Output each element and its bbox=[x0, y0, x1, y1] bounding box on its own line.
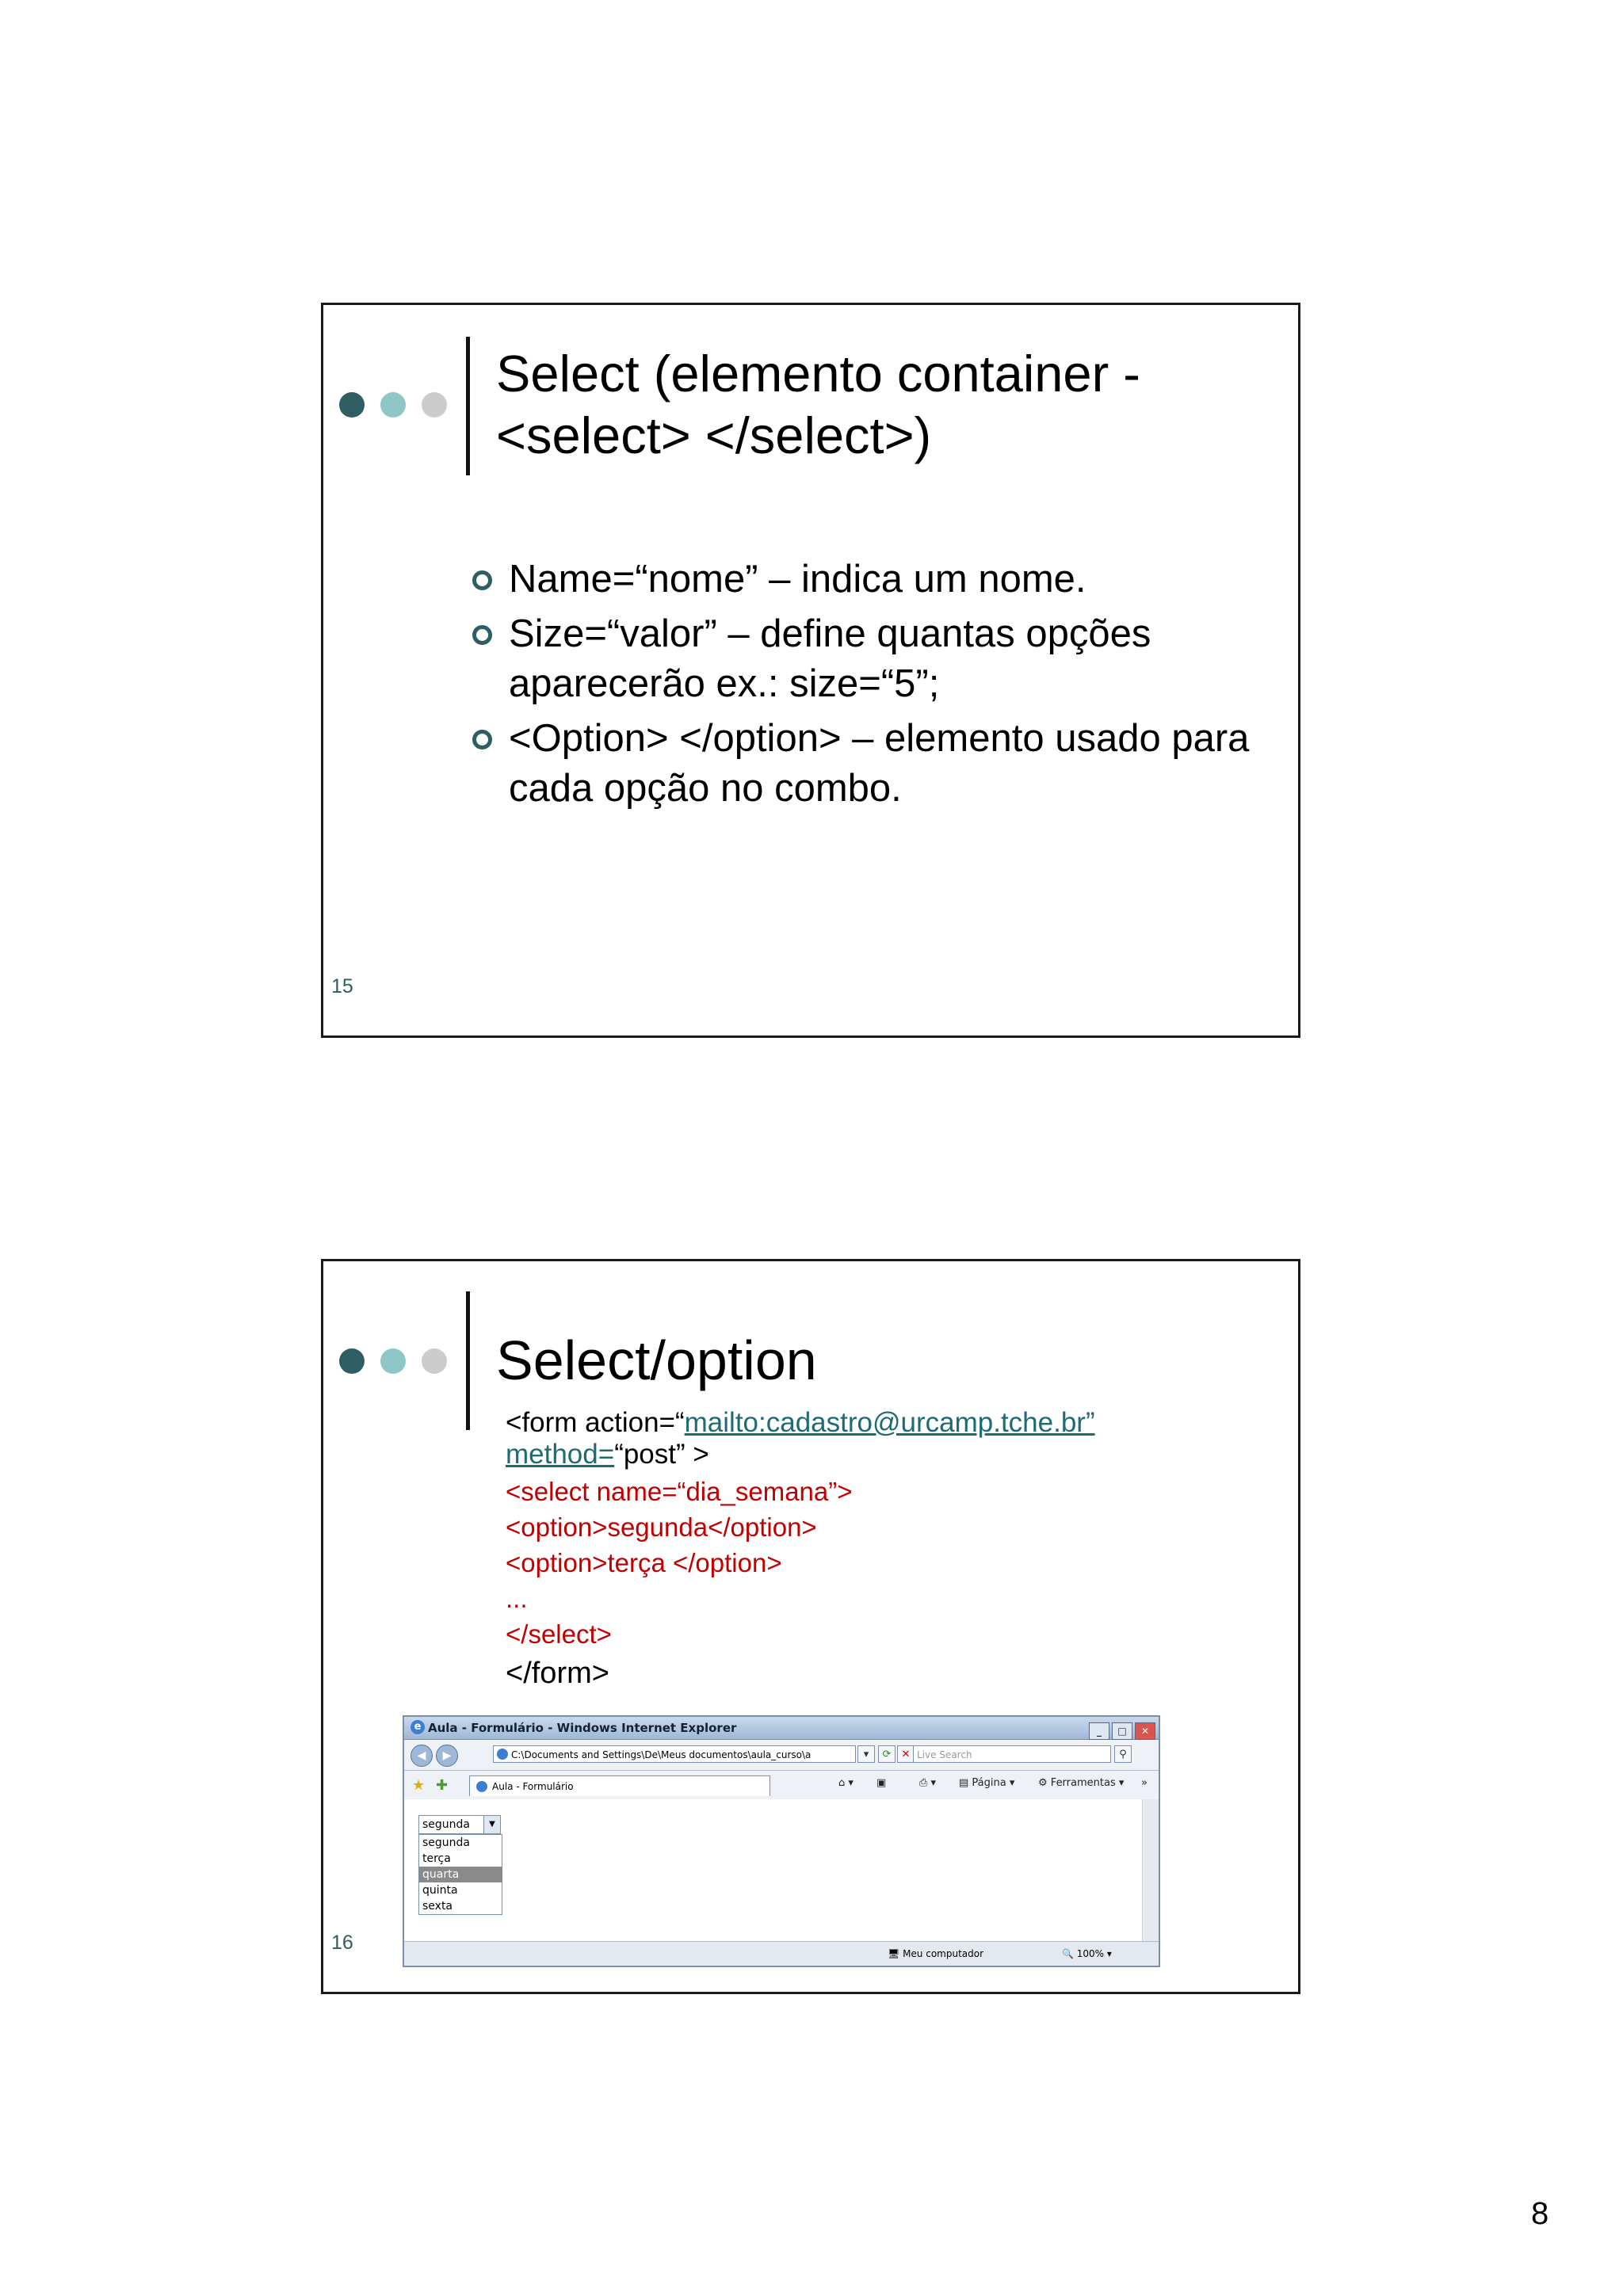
tab-label: Aula - Formulário bbox=[492, 1781, 574, 1792]
dot-teal bbox=[380, 392, 406, 418]
bullet-text: <Option> </option> – elemento usado para cada opção no combo. bbox=[509, 717, 1250, 810]
page-menu[interactable]: ▤ Página ▾ bbox=[959, 1777, 1015, 1789]
bullet-item bbox=[472, 714, 1289, 814]
select-value: segunda bbox=[422, 1818, 471, 1831]
dot-teal bbox=[380, 1348, 406, 1374]
back-icon[interactable]: ◀ bbox=[411, 1745, 433, 1767]
add-favorites-icon[interactable]: ✚ bbox=[436, 1777, 449, 1794]
title-line-1: Select (elemento container - bbox=[496, 345, 1140, 402]
slide-title bbox=[496, 343, 1140, 467]
method-link[interactable]: method= bbox=[506, 1439, 615, 1470]
browser-title-bar bbox=[404, 1717, 1159, 1740]
zoom-control[interactable]: 🔍 100% ▾ bbox=[1062, 1948, 1112, 1959]
bullet-list bbox=[472, 555, 1289, 818]
bullet-ring-icon bbox=[472, 625, 492, 645]
bullet-item bbox=[472, 609, 1289, 709]
more-tools-icon[interactable]: » bbox=[1141, 1777, 1148, 1789]
address-dropdown-icon[interactable]: ▾ bbox=[857, 1745, 875, 1763]
select-option-highlighted[interactable]: quarta bbox=[419, 1867, 502, 1882]
select-option[interactable]: segunda bbox=[422, 1836, 471, 1849]
browser-screenshot bbox=[403, 1715, 1160, 1967]
slide-16 bbox=[321, 1259, 1300, 1994]
chevron-down-icon[interactable]: ▼ bbox=[483, 1816, 500, 1833]
maximize-icon[interactable]: □ bbox=[1112, 1722, 1132, 1740]
tools-menu-label: Ferramentas bbox=[1050, 1777, 1116, 1789]
title-divider bbox=[466, 337, 470, 475]
forward-icon[interactable]: ▶ bbox=[436, 1745, 458, 1767]
slide-number: 15 bbox=[331, 975, 353, 997]
browser-tab[interactable] bbox=[469, 1775, 770, 1796]
code-red-line: </select> bbox=[506, 1619, 612, 1649]
address-input[interactable] bbox=[493, 1745, 856, 1763]
page-content bbox=[404, 1799, 1143, 1942]
refresh-icon[interactable]: ⟳ bbox=[878, 1745, 896, 1763]
bullet-text: Size=“valor” – define quantas opções aparecerão ex.: size=“5”; bbox=[509, 612, 1151, 705]
home-icon[interactable]: ⌂ ▾ bbox=[838, 1777, 854, 1789]
day-select[interactable] bbox=[418, 1815, 501, 1834]
select-options-list bbox=[418, 1834, 502, 1915]
code-red-line: ... bbox=[506, 1584, 528, 1613]
search-icon[interactable]: ⚲ bbox=[1114, 1745, 1132, 1763]
dot-dark bbox=[339, 392, 365, 418]
print-icon[interactable]: ⎙ ▾ bbox=[919, 1777, 937, 1789]
window-controls bbox=[1086, 1719, 1155, 1741]
zone-label: Meu computador bbox=[903, 1948, 984, 1959]
security-zone: 🖥 Meu computador bbox=[888, 1948, 984, 1959]
decorative-dots bbox=[339, 392, 450, 424]
tools-menu[interactable]: ⚙ Ferramentas ▾ bbox=[1038, 1777, 1125, 1789]
select-option[interactable]: terça bbox=[422, 1852, 451, 1865]
code-method bbox=[506, 1439, 1155, 1470]
select-option[interactable]: quinta bbox=[422, 1884, 458, 1897]
vertical-scrollbar[interactable] bbox=[1142, 1799, 1159, 1942]
dot-gray bbox=[422, 1348, 447, 1374]
search-input[interactable]: Live Search bbox=[913, 1745, 1111, 1763]
code-red-line: <option>terça </option> bbox=[506, 1548, 782, 1577]
page-number: 8 bbox=[1531, 2196, 1549, 2231]
tab-page-icon bbox=[476, 1781, 487, 1792]
page-icon bbox=[497, 1749, 508, 1760]
tab-row bbox=[404, 1771, 1159, 1800]
close-icon[interactable]: ✕ bbox=[1135, 1722, 1155, 1740]
code-sample bbox=[506, 1407, 1155, 1695]
title-line-2: <select> </select>) bbox=[496, 406, 932, 464]
code-red-line: <select name=“dia_semana”> bbox=[506, 1477, 853, 1506]
page-menu-label: Página bbox=[972, 1777, 1006, 1789]
decorative-dots bbox=[339, 1348, 450, 1380]
code-form-close: </form> bbox=[506, 1657, 609, 1690]
select-option[interactable]: sexta bbox=[422, 1900, 453, 1913]
window-title: Aula - Formulário - Windows Internet Explorer bbox=[428, 1721, 737, 1735]
code-form-open bbox=[506, 1407, 1155, 1439]
minimize-icon[interactable]: _ bbox=[1089, 1722, 1109, 1740]
dot-dark bbox=[339, 1348, 365, 1374]
slide-15 bbox=[321, 303, 1300, 1038]
feeds-icon[interactable]: ▣ bbox=[876, 1777, 887, 1789]
bullet-item bbox=[472, 555, 1289, 605]
status-bar bbox=[404, 1941, 1159, 1966]
bullet-ring-icon bbox=[472, 570, 492, 590]
dot-gray bbox=[422, 392, 447, 418]
zoom-label: 100% bbox=[1076, 1948, 1105, 1959]
slide-number: 16 bbox=[331, 1932, 353, 1954]
title-divider bbox=[466, 1291, 470, 1430]
address-text: C:\Documents and Settings\De\Meus documentos\aula_curso\a bbox=[511, 1749, 812, 1760]
address-bar-row bbox=[404, 1740, 1159, 1771]
stop-icon[interactable]: ✕ bbox=[897, 1745, 915, 1763]
code-red-line: <option>segunda</option> bbox=[506, 1512, 817, 1542]
ie-logo-icon: e bbox=[411, 1720, 425, 1734]
slide-title: Select/option bbox=[496, 1329, 817, 1391]
favorites-star-icon[interactable]: ★ bbox=[412, 1777, 426, 1794]
mailto-link[interactable]: mailto:cadastro@urcamp.tche.br” bbox=[684, 1407, 1095, 1438]
bullet-text: Name=“nome” – indica um nome. bbox=[509, 558, 1086, 601]
code-text: <form action=“ bbox=[506, 1407, 685, 1438]
code-text: “post” > bbox=[614, 1439, 709, 1470]
bullet-ring-icon bbox=[472, 730, 492, 749]
